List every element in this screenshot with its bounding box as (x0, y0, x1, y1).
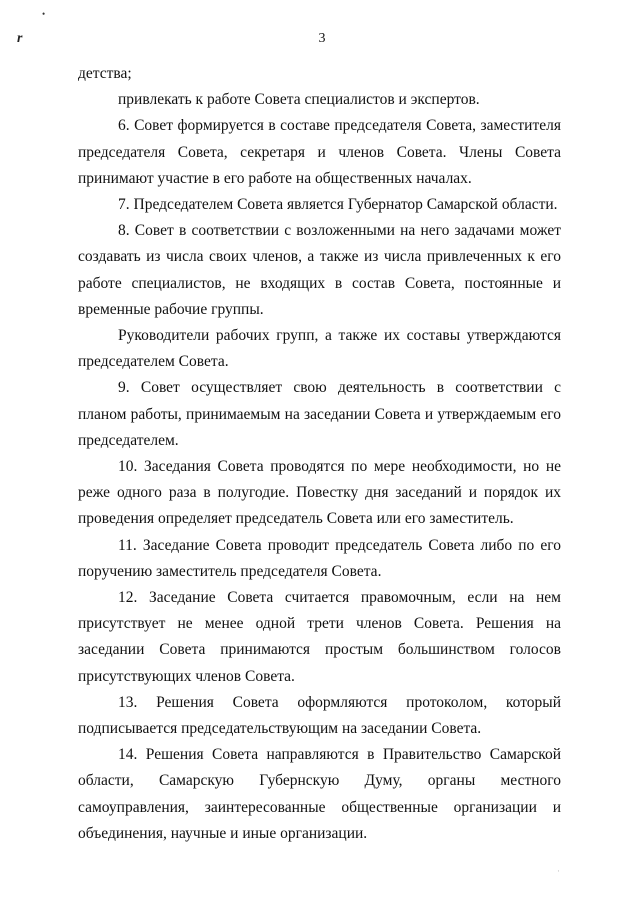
page-number: 3 (318, 31, 326, 46)
scan-mark-left: r (17, 31, 23, 46)
paragraph-attract-experts: привлекать к работе Совета специалистов и экспертов. (118, 91, 480, 109)
paragraph-8-group-leaders: Руководители рабочих групп, а также их составы утверждаются председателем Совета. (78, 327, 561, 371)
paragraph-11: 11. Заседание Совета проводит председатель Совета либо по его поручению заместитель председателя Совета. (78, 536, 561, 580)
paragraph-13: 13. Решения Совета оформляются протоколом, который подписывается председательствующим на заседании Совета. (78, 693, 561, 738)
scan-mark-bottom: · (557, 866, 560, 876)
paragraph-8: 8. Совет в соответствии с возложенными на него задачами может создавать из числа своих членов, а также из числа привлеченных к его работе специалистов, не входящих в состав Совета, постоянные и временные рабочие группы. (78, 222, 561, 318)
paragraph-10: 10. Заседания Совета проводятся по мере необходимости, но не реже одного раза в полугодие. Повестку дня заседаний и порядок их проведения определяет председатель Совета или его заместитель. (78, 458, 561, 528)
paragraph-6: 6. Совет формируется в составе председателя Совета, заместителя председателя Совета, секретаря и членов Совета. Члены Совета принимают участие в его работе на общественных началах. (78, 117, 561, 187)
scan-mark-top: • (42, 9, 46, 19)
paragraph-12: 12. Заседание Совета считается правомочным, если на нем присутствует не менее одной трети членов Совета. Решения на заседании Совета принимаются простым большинством голосов присутствующих членов Совета. (78, 589, 561, 685)
paragraph-7: 7. Председателем Совета является Губернатор Самарской области. (118, 196, 558, 214)
document-body (78, 61, 561, 847)
paragraph-14: 14. Решения Совета направляются в Правительство Самарской области, Самарскую Губернскую Думу, органы местного самоуправления, заинтересованные общественные организации и объединения, научные и иные организации. (78, 746, 561, 842)
paragraph-9: 9. Совет осуществляет свою деятельность в соответствии с планом работы, принимаемым на заседании Совета и утверждаемым его председателем. (78, 379, 561, 449)
paragraph-continuation: детства; (78, 65, 132, 82)
